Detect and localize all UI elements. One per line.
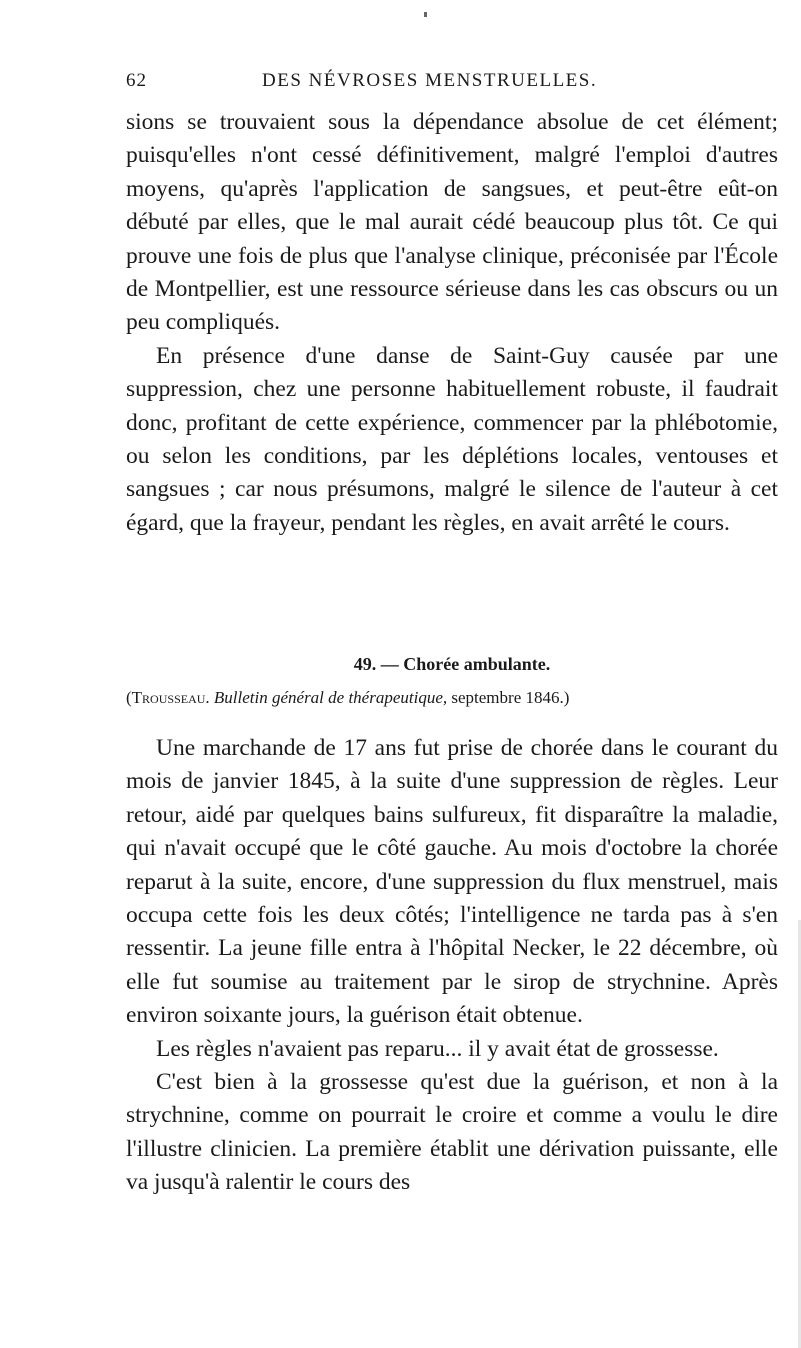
paragraph: Une marchande de 17 ans fut prise de chorée dans le courant du mois de janvier 1845, à la suite d'une suppression de règles. Leur retour, aidé par quelques bains sulfureux, fit disparaître la maladie, qui n'avait occupé que le côté gauche. Au mois d'octobre la chorée reparut à la suite, encore, d'une suppression du flux menstruel, mais occupa cette fois les deux côtés; l'intelligence ne tarda pas à s'en ressentir. La jeune fille entra à l'hôpital Necker, le 22 décembre, où elle fut soumise au traitement par le sirop de strychnine. Après environ soixante jours, la guérison était obtenue.: [126, 735, 778, 1029]
body-text-bottom: [126, 732, 778, 1200]
ink-speck: [424, 12, 427, 17]
paragraph: C'est bien à la grossesse qu'est due la guérison, et non à la strychnine, comme on pourrait le croire et comme a voulu le dire l'illustre clinicien. La première établit une dérivation puissante, elle va jusqu'à ralentir le cours des: [126, 1069, 778, 1196]
running-head-title: DES NÉVROSES MENSTRUELLES.: [262, 70, 598, 91]
citation-date: septembre 1846.): [451, 688, 570, 707]
paragraph: Les règles n'avaient pas reparu... il y avait état de grossesse.: [156, 1035, 719, 1062]
body-text-top: [126, 106, 778, 540]
citation: (Trousseau. Bulletin général de thérapeutique, septembre 1846.): [126, 688, 570, 707]
running-head: [126, 70, 778, 96]
citation-author: Trousseau.: [131, 688, 210, 707]
page-number: 62: [126, 70, 147, 91]
paragraph: En présence d'une danse de Saint-Guy causée par une suppression, chez une personne habituellement robuste, il faudrait donc, profitant de cette expérience, commencer par la phlébotomie, ou selon les conditions, par les déplétions locales, ventouses et sangsues ; car nous présumons, malgré le silence de l'auteur à cet égard, que la frayeur, pendant les règles, en avait arrêté le cours.: [126, 342, 778, 536]
paragraph: sions se trouvaient sous la dépendance absolue de cet élément; puisqu'elles n'ont cessé définitivement, malgré l'emploi d'autres moyens, qu'après l'application de sangsues, et peut-être eût-on débuté par elles, que le mal aurait cédé beaucoup plus tôt. Ce qui prouve une fois de plus que l'analyse clinique, préconisée par l'École de Montpellier, est une ressource sérieuse dans les cas obscurs ou un peu compliqués.: [126, 109, 778, 336]
citation-source: Bulletin général de thérapeutique,: [213, 688, 448, 707]
section-heading: 49. — Chorée ambulante.: [353, 654, 551, 674]
